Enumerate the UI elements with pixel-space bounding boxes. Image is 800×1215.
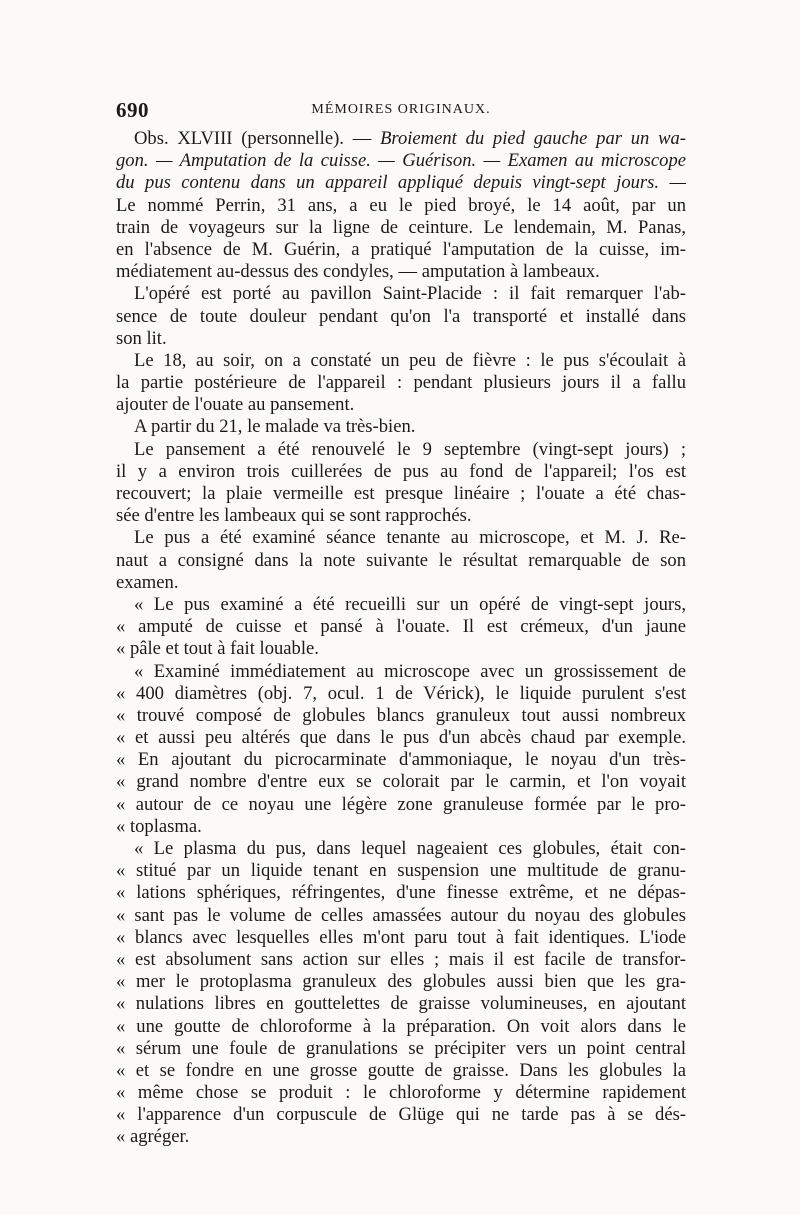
text-line: médiatement au-dessus des condyles, — amputation à lambeaux. xyxy=(116,261,600,283)
text-line: « et aussi peu altérés que dans le pus d'un abcès chaud par exemple. xyxy=(116,727,686,749)
text-line: « sant pas le volume de celles amassées autour du noyau des globules xyxy=(116,904,686,926)
text-line: la partie postérieure de l'appareil : pendant plusieurs jours il a fallu xyxy=(116,372,686,394)
text-line: « et se fondre en une grosse goutte de graisse. Dans les globules la xyxy=(116,1059,686,1081)
text-line: « pâle et tout à fait louable. xyxy=(116,638,319,660)
text-line: « trouvé composé de globules blancs granuleux tout aussi nombreux xyxy=(116,704,686,726)
text-line: Le pus a été examiné séance tenante au microscope, et M. J. Re- xyxy=(134,527,686,549)
text-line: A partir du 21, le malade va très-bien. xyxy=(134,416,416,438)
text-line: sence de toute douleur pendant qu'on l'a transporté et installé dans xyxy=(116,305,686,327)
text-line: train de voyageurs sur la ligne de ceinture. Le lendemain, M. Panas, xyxy=(116,216,686,238)
text-line: « lations sphériques, réfringentes, d'une finesse extrême, et ne dépas- xyxy=(116,882,686,904)
text-line: il y a environ trois cuillerées de pus au fond de l'appareil; l'os est xyxy=(116,460,686,482)
text-line: « Le pus examiné a été recueilli sur un opéré de vingt-sept jours, xyxy=(134,593,686,615)
text-line: « une goutte de chloroforme à la préparation. On voit alors dans le xyxy=(116,1015,686,1037)
page-number: 690 xyxy=(116,98,149,122)
text-line: son lit. xyxy=(116,327,167,349)
text-line: Le pansement a été renouvelé le 9 septembre (vingt-sept jours) ; xyxy=(134,438,686,460)
text-line: « grand nombre d'entre eux se colorait par le carmin, et l'on voyait xyxy=(116,771,686,793)
text-line: ajouter de l'ouate au pansement. xyxy=(116,394,355,416)
text-line: « 400 diamètres (obj. 7, ocul. 1 de Vérick), le liquide purulent s'est xyxy=(116,682,686,704)
text-line: en l'absence de M. Guérin, a pratiqué l'amputation de la cuisse, im- xyxy=(116,238,686,260)
text-line: « toplasma. xyxy=(116,815,202,837)
text-line: « En ajoutant du picrocarminate d'ammoniaque, le noyau d'un très- xyxy=(116,749,686,771)
text-line: gon. — Amputation de la cuisse. — Guérison. — Examen au microscope xyxy=(116,150,686,172)
text-line: Obs. XLVIII (personnelle). — Broiement du pied gauche par un wa- xyxy=(134,128,686,149)
text-line: du pus contenu dans un appareil appliqué depuis vingt-sept jours. — xyxy=(116,172,686,194)
text-line: « Examiné immédiatement au microscope avec un grossissement de xyxy=(134,660,686,682)
text-line: « nulations libres en gouttelettes de graisse volumineuses, en ajoutant xyxy=(116,993,686,1015)
text-line: Le 18, au soir, on a constaté un peu de fièvre : le pus s'écoulait à xyxy=(134,349,686,371)
running-title: MÉMOIRES ORIGINAUX. xyxy=(311,102,491,117)
text-line: « est absolument sans action sur elles ; mais il est facile de transfor- xyxy=(116,948,686,970)
text-line: examen. xyxy=(116,571,179,593)
text-line: recouvert; la plaie vermeille est presque linéaire ; l'ouate a été chas- xyxy=(116,483,686,504)
text-line: « mer le protoplasma granuleux des globules aussi bien que les gra- xyxy=(116,971,686,993)
text-line: « Le plasma du pus, dans lequel nageaient ces globules, était con- xyxy=(134,838,686,859)
body-text xyxy=(116,128,686,1149)
page-header xyxy=(116,98,686,124)
text-line: L'opéré est porté au pavillon Saint-Placide : il fait remarquer l'ab- xyxy=(134,283,686,305)
text-line: « blancs avec lesquelles elles m'ont paru tout à fait identiques. L'iode xyxy=(116,926,686,948)
text-line: « l'apparence d'un corpuscule de Glüge qui ne tarde pas à se dés- xyxy=(116,1104,686,1126)
text-line: « agréger. xyxy=(116,1126,190,1148)
text-line: « autour de ce noyau une légère zone granuleuse formée par le pro- xyxy=(116,793,686,815)
text-line: « amputé de cuisse et pansé à l'ouate. Il est crémeux, d'un jaune xyxy=(116,616,686,638)
text-line: naut a consigné dans la note suivante le résultat remarquable de son xyxy=(116,549,686,571)
text-line: Le nommé Perrin, 31 ans, a eu le pied broyé, le 14 août, par un xyxy=(116,194,686,216)
text-line: « stitué par un liquide tenant en suspension une multitude de granu- xyxy=(116,860,686,882)
text-line: « même chose se produit : le chloroforme y détermine rapidement xyxy=(116,1082,686,1104)
text-line: « sérum une foule de granulations se précipiter vers un point central xyxy=(116,1037,686,1059)
text-line: sée d'entre les lambeaux qui se sont rapprochés. xyxy=(116,505,472,527)
